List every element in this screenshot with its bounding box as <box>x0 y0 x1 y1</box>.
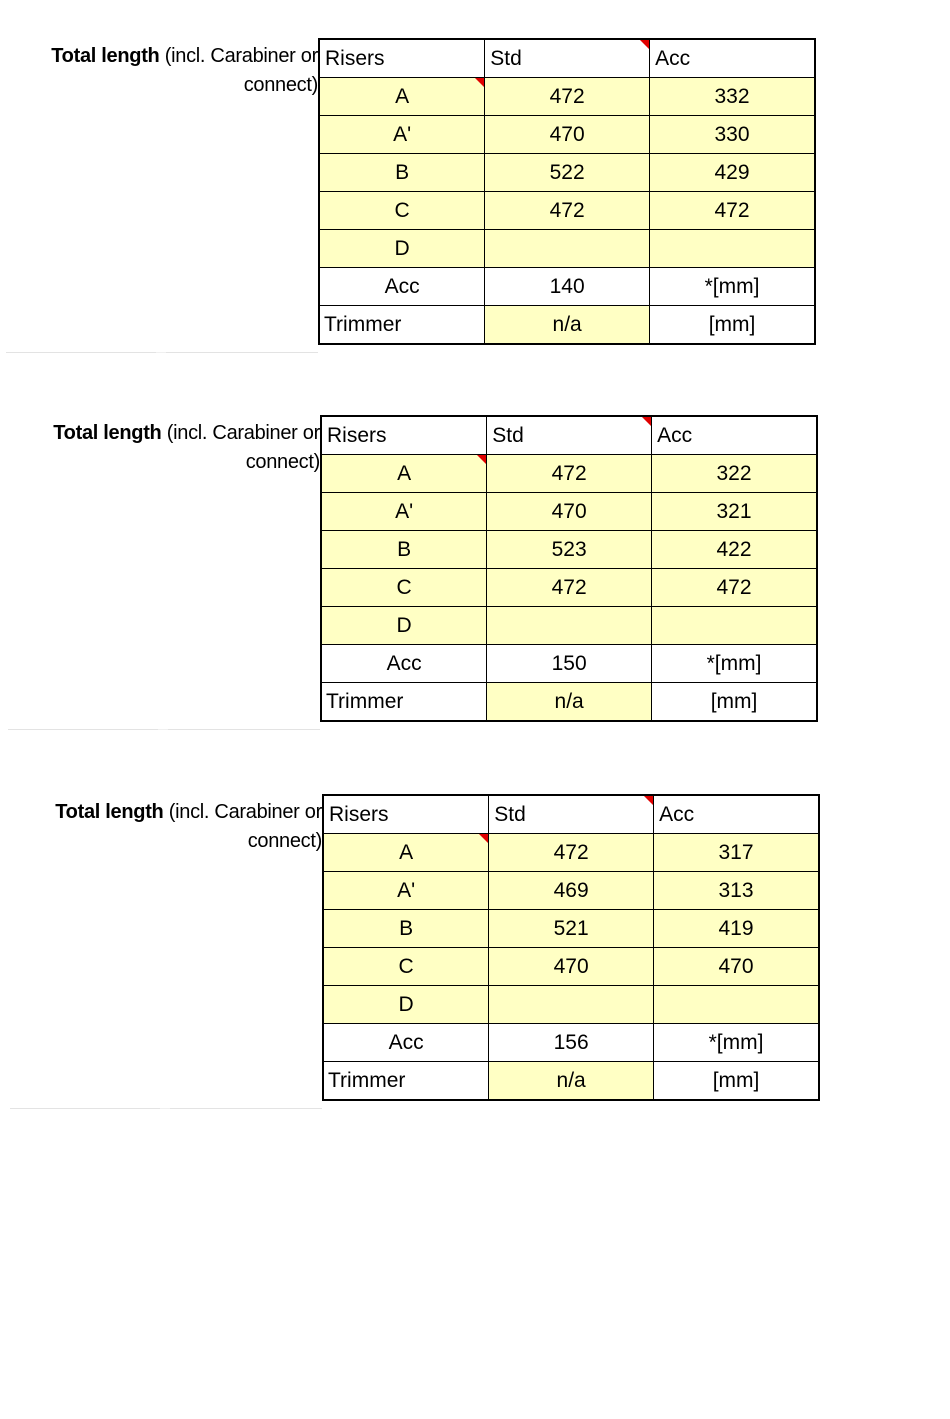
table-row <box>321 569 817 607</box>
table-row <box>319 192 815 230</box>
riser-cell[interactable]: A <box>323 834 489 872</box>
acc-cell[interactable]: 332 <box>650 78 815 116</box>
row-divider <box>6 352 318 353</box>
acc-cell[interactable]: 472 <box>652 569 817 607</box>
trimmer-unit: [mm] <box>654 1062 819 1101</box>
total-length-note: (incl. Carabiner or <box>161 422 320 444</box>
std-cell[interactable]: 472 <box>485 78 650 116</box>
acc-row-label: Acc <box>319 268 485 306</box>
acc-cell[interactable]: 322 <box>652 455 817 493</box>
header-risers: Risers <box>319 39 485 78</box>
riser-cell[interactable]: D <box>321 607 487 645</box>
std-cell[interactable]: 523 <box>487 531 652 569</box>
riser-cell[interactable]: B <box>321 531 487 569</box>
comment-marker-icon[interactable] <box>640 40 649 49</box>
acc-cell[interactable] <box>654 986 819 1024</box>
acc-row-unit: *[mm] <box>654 1024 819 1062</box>
riser-cell[interactable]: D <box>319 230 485 268</box>
riser-cell[interactable]: D <box>323 986 489 1024</box>
std-cell[interactable] <box>487 607 652 645</box>
trimmer-row <box>319 306 815 345</box>
header-std[interactable]: Std <box>489 795 654 834</box>
std-cell[interactable]: 469 <box>489 872 654 910</box>
table-row <box>321 607 817 645</box>
acc-cell[interactable] <box>650 230 815 268</box>
std-cell[interactable] <box>489 986 654 1024</box>
total-length-label <box>10 798 322 856</box>
table-row <box>319 154 815 192</box>
acc-row <box>323 1024 819 1062</box>
header-risers: Risers <box>323 795 489 834</box>
acc-row-unit: *[mm] <box>650 268 815 306</box>
std-cell[interactable]: 470 <box>485 116 650 154</box>
table-header-row <box>319 39 815 78</box>
comment-marker-icon[interactable] <box>644 796 653 805</box>
trimmer-row <box>321 683 817 722</box>
riser-cell[interactable]: C <box>321 569 487 607</box>
acc-cell[interactable]: 317 <box>654 834 819 872</box>
comment-marker-icon[interactable] <box>642 417 651 426</box>
total-length-label <box>6 42 318 100</box>
riser-cell[interactable]: B <box>319 154 485 192</box>
table-row <box>323 986 819 1024</box>
riser-block-1 <box>6 38 816 354</box>
acc-row <box>319 268 815 306</box>
riser-cell[interactable]: B <box>323 910 489 948</box>
acc-cell[interactable]: 422 <box>652 531 817 569</box>
table-header-row <box>323 795 819 834</box>
std-cell[interactable]: 472 <box>487 455 652 493</box>
std-cell[interactable]: 472 <box>485 192 650 230</box>
acc-row-unit: *[mm] <box>652 645 817 683</box>
acc-cell[interactable]: 470 <box>654 948 819 986</box>
table-row <box>323 948 819 986</box>
header-risers: Risers <box>321 416 487 455</box>
std-cell[interactable]: 521 <box>489 910 654 948</box>
comment-marker-icon[interactable] <box>479 834 488 843</box>
row-divider <box>8 729 320 730</box>
table-row <box>323 872 819 910</box>
table-row <box>319 230 815 268</box>
acc-row <box>321 645 817 683</box>
trimmer-unit: [mm] <box>652 683 817 722</box>
std-cell[interactable]: 472 <box>487 569 652 607</box>
riser-cell[interactable]: A' <box>321 493 487 531</box>
riser-cell[interactable]: A <box>321 455 487 493</box>
total-length-title: Total length <box>55 801 164 823</box>
acc-cell[interactable]: 313 <box>654 872 819 910</box>
trimmer-label: Trimmer <box>319 306 485 345</box>
riser-length-table <box>320 415 818 722</box>
total-length-title: Total length <box>53 422 162 444</box>
acc-cell[interactable] <box>652 607 817 645</box>
trimmer-unit: [mm] <box>650 306 815 345</box>
riser-block-3 <box>10 794 820 1110</box>
table-row <box>319 78 815 116</box>
acc-cell[interactable]: 429 <box>650 154 815 192</box>
table-row <box>323 910 819 948</box>
table-row <box>321 531 817 569</box>
table-row <box>323 834 819 872</box>
acc-row-label: Acc <box>323 1024 489 1062</box>
total-length-label <box>8 419 320 477</box>
trimmer-value[interactable]: n/a <box>485 306 650 345</box>
total-length-note-cont: connect) <box>243 74 318 96</box>
acc-cell[interactable]: 330 <box>650 116 815 154</box>
riser-cell[interactable]: A <box>319 78 485 116</box>
header-acc: Acc <box>652 416 817 455</box>
riser-cell[interactable]: C <box>319 192 485 230</box>
row-divider <box>10 1108 322 1109</box>
table-row <box>321 493 817 531</box>
acc-cell[interactable]: 321 <box>652 493 817 531</box>
comment-marker-icon[interactable] <box>477 455 486 464</box>
riser-length-table <box>322 794 820 1101</box>
header-acc: Acc <box>650 39 815 78</box>
std-cell[interactable]: 522 <box>485 154 650 192</box>
acc-cell[interactable]: 419 <box>654 910 819 948</box>
std-cell[interactable]: 470 <box>489 948 654 986</box>
riser-cell[interactable]: A' <box>323 872 489 910</box>
riser-block-2 <box>8 415 818 731</box>
table-row <box>321 455 817 493</box>
table-header-row <box>321 416 817 455</box>
acc-row-value[interactable]: 150 <box>487 645 652 683</box>
header-acc: Acc <box>654 795 819 834</box>
header-std[interactable]: Std <box>485 39 650 78</box>
acc-cell[interactable]: 472 <box>650 192 815 230</box>
total-length-note-cont: connect) <box>245 451 320 473</box>
total-length-note-cont: connect) <box>247 830 322 852</box>
std-cell[interactable]: 470 <box>487 493 652 531</box>
std-cell[interactable]: 472 <box>489 834 654 872</box>
std-cell[interactable] <box>485 230 650 268</box>
trimmer-value[interactable]: n/a <box>489 1062 654 1101</box>
acc-row-value[interactable]: 156 <box>489 1024 654 1062</box>
trimmer-label: Trimmer <box>323 1062 489 1101</box>
total-length-title: Total length <box>51 45 160 67</box>
table-row <box>319 116 815 154</box>
total-length-note: (incl. Carabiner or <box>159 45 318 67</box>
riser-cell[interactable]: A' <box>319 116 485 154</box>
trimmer-row <box>323 1062 819 1101</box>
acc-row-value[interactable]: 140 <box>485 268 650 306</box>
comment-marker-icon[interactable] <box>475 78 484 87</box>
header-std[interactable]: Std <box>487 416 652 455</box>
riser-length-table <box>318 38 816 345</box>
trimmer-value[interactable]: n/a <box>487 683 652 722</box>
riser-cell[interactable]: C <box>323 948 489 986</box>
total-length-note: (incl. Carabiner or <box>163 801 322 823</box>
acc-row-label: Acc <box>321 645 487 683</box>
trimmer-label: Trimmer <box>321 683 487 722</box>
